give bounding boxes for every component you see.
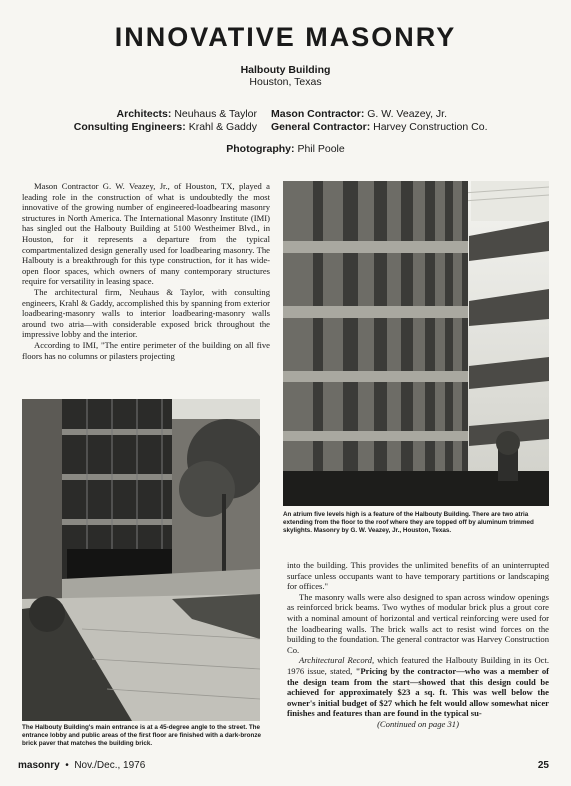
credit-mason: Mason Contractor: G. W. Veazey, Jr. <box>271 108 448 120</box>
credit-engineers: Consulting Engineers: Krahl & Gaddy <box>73 121 257 133</box>
credit-photography: Photography: Phil Poole <box>226 143 345 155</box>
credit-architects: Architects: Neuhaus & Taylor <box>116 108 257 120</box>
paragraph: According to IMI, "The entire perimeter of the building on all five floors has no columns or pilasters projecting <box>22 339 270 361</box>
credit-general: General Contractor: Harvey Construction Co. <box>271 121 488 133</box>
left-column-text <box>22 181 270 361</box>
paragraph: Architectural Record, which featured the Halbouty Building in its Oct. 1976 issue, stated, "Pricing by the contractor—who was a member of the design team from the start—showed that this design could be achieved for approximately $23 a sq. ft. This was well below the owner's initial budget of $27 which he felt would allow somewhat nicer finishes and features than are found in the typical su- <box>287 655 549 719</box>
building-location: Houston, Texas <box>249 76 322 88</box>
paragraph: Mason Contractor G. W. Veazey, Jr., of Houston, TX, played a leading role in the construction of what is undoubtedly the most innovative of the growing number of engineered-loadbearing masonry structures in North America. The International Masonry Institute (IMI) has singled out the Halbouty Building at 5100 Westheimer Blvd., in Houston, for it represents a departure from the typical compartmentalized design generally used for loadbearing masonry. The Halbouty is a breakthrough for this type construction, for it has wide-open floor spaces, which owners of many contemporary structures require for versatility in leasing space. <box>22 181 270 287</box>
atrium-caption: An atrium five levels high is a feature of the Halbouty Building. There are two atria extending from the floor to the roof where they are topped off by aluminum trimmed skylights. Masonry by G. W. Veazey, Jr., Houston, Texas. <box>283 511 534 535</box>
page-title: INNOVATIVE MASONRY <box>114 22 457 52</box>
page-number: 25 <box>537 760 549 771</box>
right-column-text <box>287 560 549 730</box>
atrium-photo <box>283 181 549 506</box>
paragraph: The masonry walls were also designed to span across window openings as reinforced brick beams. Two wythes of modular brick plus a grout core with a nominal amount of horizontal and vertical reinforcing were used for the loadbearing walls. The brick walls act to resist wind forces on the building to the foundation. The general contractor was Harvey Construction Co. <box>287 591 549 655</box>
continued-note: (Continued on page 31) <box>377 718 459 729</box>
paragraph: into the building. This provides the unlimited benefits of an uninterrupted surface unless occupants want to have temporary partitions or landscaping for offices." <box>287 560 549 592</box>
building-name: Halbouty Building <box>240 64 331 76</box>
footer-issue: masonry • Nov./Dec., 1976 <box>18 760 146 771</box>
entrance-photo <box>22 399 260 721</box>
paragraph: The architectural firm, Neuhaus & Taylor, with consulting engineers, Krahl & Gaddy, accomplished this by spanning from exterior loadbearing-masonry walls to interior loadbearing-masonry walls around two atria—with considerable exposed brick throughout the impressive lobby and the interior. <box>22 286 270 340</box>
entrance-caption: The Halbouty Building's main entrance is at a 45-degree angle to the street. The entrance lobby and public areas of the first floor are finished with a dark-bronze brick paver that matches the building brick. <box>22 724 261 748</box>
